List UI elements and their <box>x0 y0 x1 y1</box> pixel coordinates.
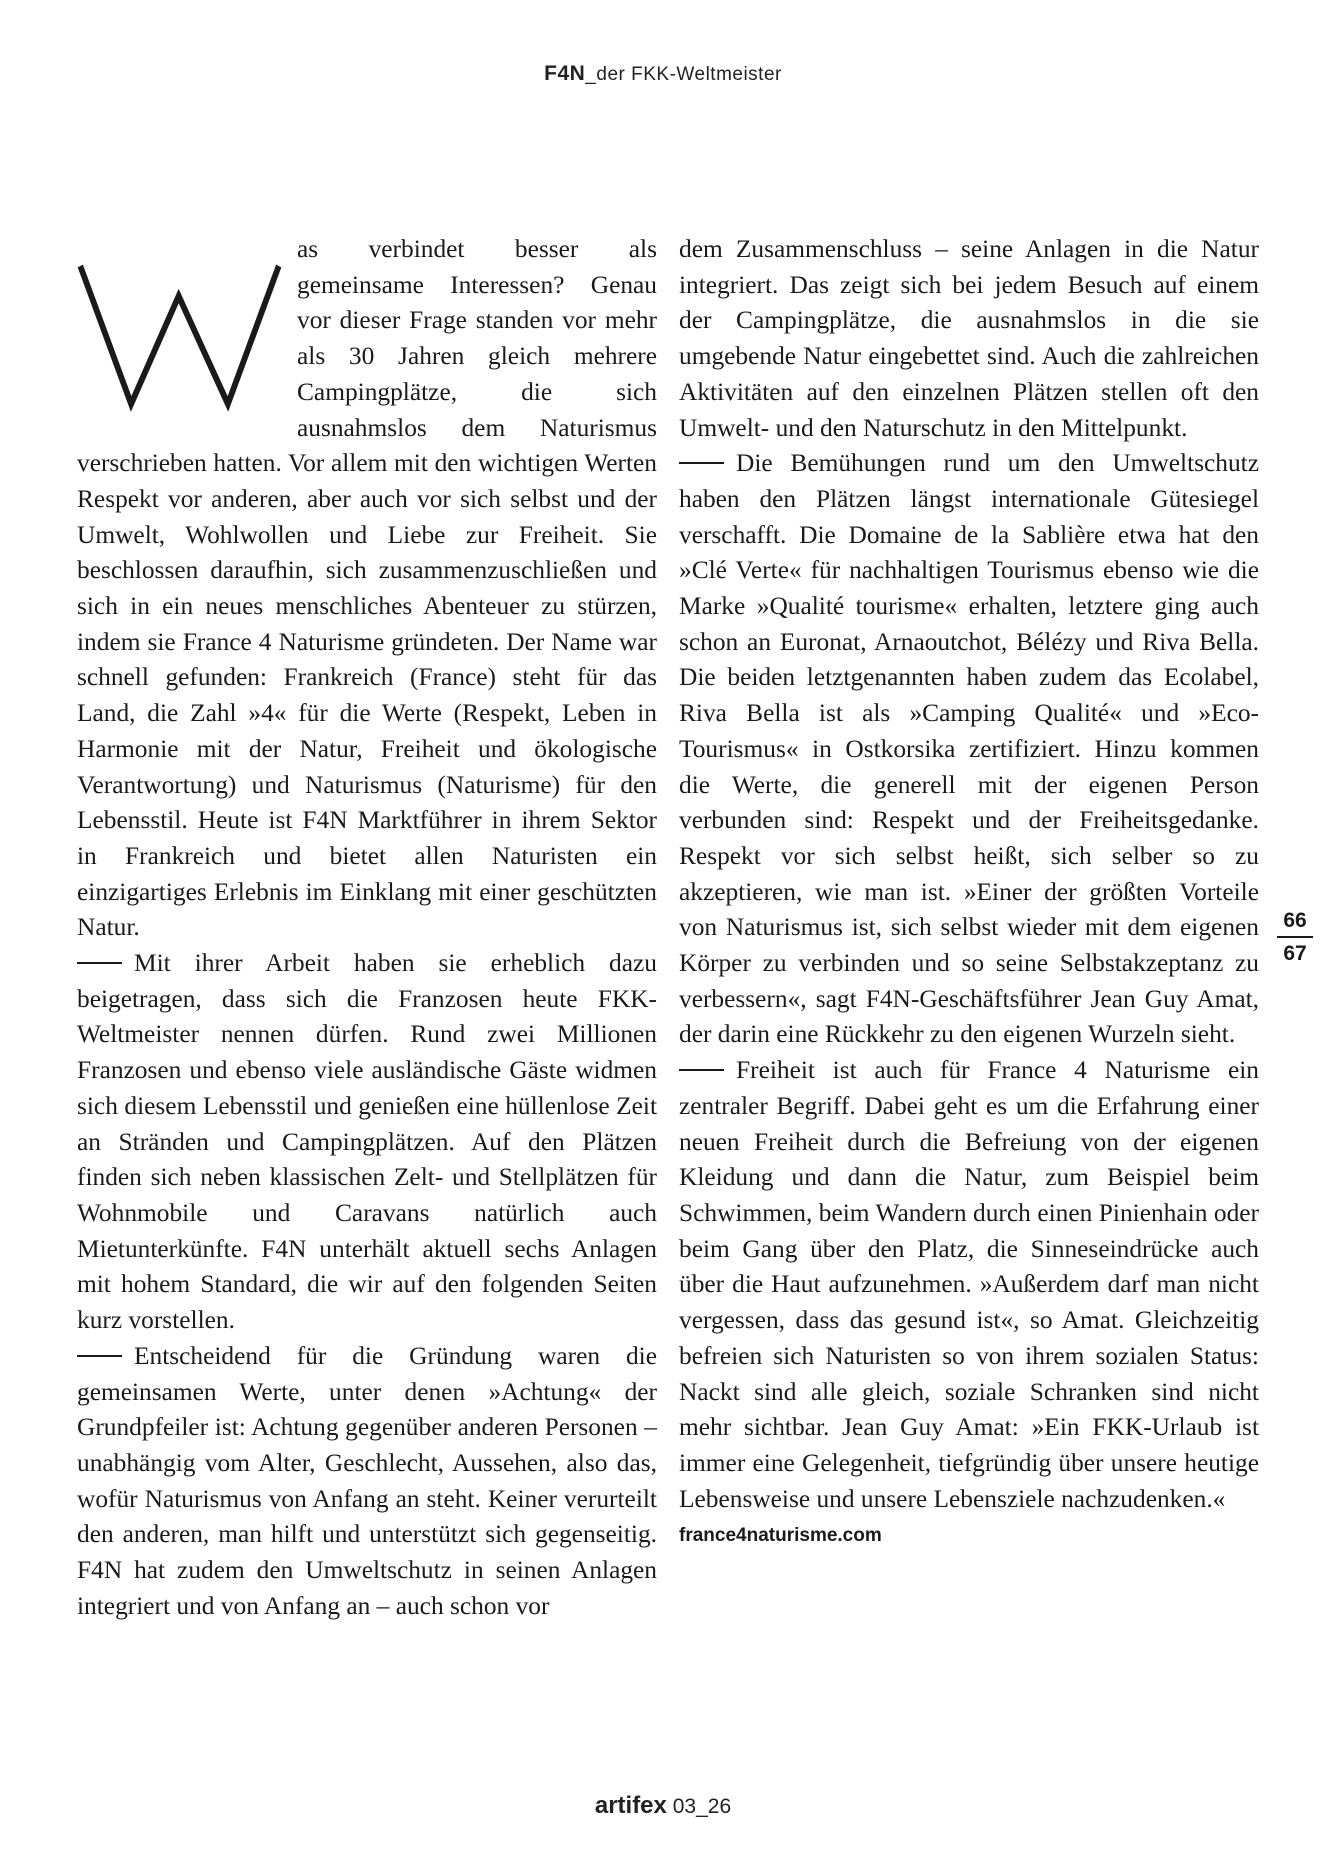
paragraph <box>77 946 657 1339</box>
paragraph <box>679 232 1259 446</box>
page-number-left: 66 <box>1283 909 1307 932</box>
paragraph-dash <box>77 962 122 964</box>
page-number-divider <box>1277 936 1313 938</box>
header-title: der FKK-Weltmeister <box>596 64 782 85</box>
page-numbers <box>1275 909 1315 966</box>
issue-number: 03 <box>672 1795 697 1818</box>
running-head <box>0 62 1326 86</box>
paragraph-dash <box>679 1069 724 1071</box>
paragraph-text: Die Bemühungen rund um den Umweltschutz haben den Plätzen längst internationale Gütesiegel verschafft. Die Domaine de la Sablière etwa hat den »Clé Verte« für nachhaltigen Tourismus ebenso wie die Marke »Qualité tourisme« erhalten, letztere ging auch schon an Euronat, Arnaoutchot, Bélézy und Riva Bella. Die beiden letztgenannten haben zudem das Ecolabel, Riva Bella ist als »Camping Qualité« und »Eco-Tourismus« in Ostkorsika zertifiziert. Hinzu kommen die Werte, die generell mit der eigenen Person verbunden sind: Respekt und der Freiheitsgedanke. Respekt vor sich selbst heißt, sich selber so zu akzeptieren, wie man ist. »Einer der größten Vorteile von Naturismus ist, sich selbst wieder mit dem eigenen Körper zu verbinden und so seine Selbstakzeptanz zu verbessern«, sagt F4N-Geschäftsführer Jean Guy Amat, der darin eine Rückkehr zu den eigenen Wurzeln sieht. <box>679 449 1259 1049</box>
article-column-right <box>679 232 1259 1551</box>
paragraph-dash <box>679 462 724 464</box>
paragraph-dash <box>77 1355 122 1357</box>
header-brand: F4N <box>544 62 586 85</box>
paragraph-text: Mit ihrer Arbeit haben sie erheblich dazu beigetragen, dass sich die Franzosen heute FKK-Weltmeister nennen dürfen. Rund zwei Millionen Franzosen und ebenso viele ausländische Gäste widmen sich diesem Lebensstil und genießen eine hüllenlose Zeit an Stränden und Campingplätzen. Auf den Plätzen finden sich neben klassischen Zelt- und Stellplätzen für Wohnmobile und Caravans natürlich auch Mietunterkünfte. F4N unterhält aktuell sechs Anlagen mit hohem Standard, die wir auf den folgenden Seiten kurz vorstellen. <box>77 949 657 1335</box>
website-link[interactable]: france4naturisme.com <box>679 1525 882 1547</box>
page-number-right: 67 <box>1283 942 1307 965</box>
paragraph <box>679 1053 1259 1517</box>
header-separator: _ <box>585 64 597 85</box>
magazine-name: artifex <box>594 1792 667 1819</box>
paragraph <box>77 1339 657 1625</box>
dropcap-w <box>77 236 291 414</box>
paragraph <box>679 446 1259 1053</box>
paragraph-text: as verbindet besser als gemeinsame Interessen? Genau vor dieser Frage standen vor mehr als 30 Jahren gleich mehrere Campingplätze, die sich ausnahmslos dem Naturismus verschrieben hatten. Vor allem mit den wichtigen Werten Respekt vor anderen, aber auch vor sich selbst und der Umwelt, Wohlwollen und Liebe zur Freiheit. Sie beschlossen daraufhin, sich zusammenzuschließen und sich in ein neues menschliches Abenteuer zu stürzen, indem sie France 4 Naturisme gründeten. Der Name war schnell gefunden: Frankreich (France) steht für das Land, die Zahl »4« für die Werte (Respekt, Leben in Harmonie mit der Natur, Freiheit und ökologische Verantwortung) und Naturismus (Naturisme) für den Lebensstil. Heute ist F4N Marktführer in ihrem Sektor in Frankreich und bietet allen Naturisten ein einzigartiges Erlebnis im Einklang mit einer geschützten Natur. <box>77 235 657 942</box>
paragraph-text: dem Zusammenschluss – seine Anlagen in die Natur integriert. Das zeigt sich bei jedem Besuch auf einem der Campingplätze, die ausnahmslos in die sie umgebende Natur eingebettet sind. Auch die zahlreichen Aktivitäten auf den einzelnen Plätzen stellen oft den Umwelt- und den Naturschutz in den Mittelpunkt. <box>679 235 1259 442</box>
article-column-left <box>77 232 657 1624</box>
paragraph-text: Entscheidend für die Gründung waren die gemeinsamen Werte, unter denen »Achtung« der Grundpfeiler ist: Achtung gegenüber anderen Personen – unabhängig vom Alter, Geschlecht, Aussehen, also das, wofür Naturismus von Anfang an steht. Keiner verurteilt den anderen, man hilft und unterstützt sich gegenseitig. F4N hat zudem den Umweltschutz in seinen Anlagen integriert und von Anfang an – auch schon vor <box>77 1341 657 1620</box>
issue-page: 26 <box>707 1795 732 1818</box>
paragraph <box>77 232 657 946</box>
footer <box>0 1792 1326 1820</box>
issue-separator: _ <box>696 1795 708 1818</box>
paragraph-text: Freiheit ist auch für France 4 Naturisme ein zentraler Begriff. Dabei geht es um die Erfahrung einer neuen Freiheit durch die Befreiung von der eigenen Kleidung und dann die Natur, zum Beispiel beim Schwimmen, beim Wandern durch einen Pinienhain oder beim Gang über den Platz, die Sinneseindrücke auch über die Haut aufzunehmen. »Außerdem darf man nicht vergessen, dass das gesund ist«, so Amat. Gleichzeitig befreien sich Naturisten so von ihrem sozialen Status: Nackt sind alle gleich, soziale Schranken sind nicht mehr sichtbar. Jean Guy Amat: »Ein FKK-Urlaub ist immer eine Gelegenheit, tiefgründig über unsere heutige Lebensweise und unsere Lebensziele nachzudenken.« <box>679 1056 1259 1513</box>
dropcap-glyph <box>77 236 291 414</box>
